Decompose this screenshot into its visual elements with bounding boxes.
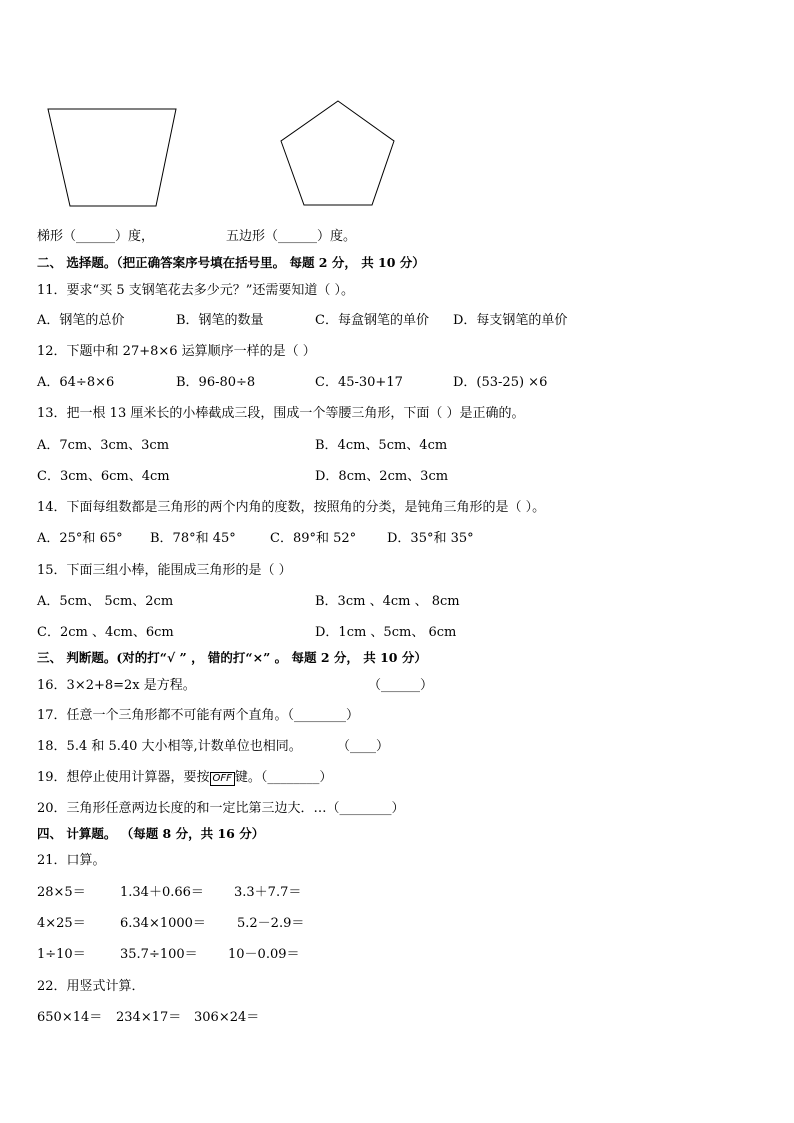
mental-calc-item: 3.3＋7.7＝ [234,885,302,900]
q12-option-a: A．64÷8×6 [37,375,115,390]
question-12: 12．下题中和 27+8×6 运算顺序一样的是（ ） [37,344,316,359]
q13-option-c: C．3cm、6cm、4cm [37,469,170,484]
section-2-heading: 二、 选择题。（把正确答案序号填在括号里。 每题 2 分， 共 10 分） [37,255,425,270]
judgement-19-tail: 键。（________） [234,770,333,785]
q14-option-c: C．89°和 52° [270,531,357,546]
q13-option-d: D．8cm、2cm、3cm [315,469,449,484]
q12-option-d: D．(53-25) ×6 [453,375,548,390]
mental-calc-item: 28×5＝ [37,885,86,900]
judgement-16: 16．3×2+8=2x 是方程。 [37,678,196,693]
judgement-18-blank: （____） [337,739,390,754]
q13-option-b: B．4cm、5cm、4cm [315,438,448,453]
q15-option-d: D．1cm 、5cm、 6cm [315,625,457,640]
judgement-18: 18．5.4 和 5.40 大小相等,计数单位也相同。 [37,739,302,754]
trapezoid-figure [46,106,180,208]
off-key-icon: OFF [210,772,235,786]
question-15: 15．下面三组小棒，能围成三角形的是（ ） [37,563,292,578]
q13-option-a: A．7cm、3cm、3cm [37,438,170,453]
judgement-17: 17．任意一个三角形都不可能有两个直角。（________） [37,708,360,723]
q12-option-c: C．45-30+17 [315,375,403,390]
q14-option-a: A．25°和 65° [37,531,123,546]
mental-calc-item: 1÷10＝ [37,947,86,962]
q12-option-b: B．96-80÷8 [176,375,256,390]
vertical-calc-item: 650×14＝ [37,1010,103,1025]
judgement-19-text: 19．想停止使用计算器，要按 [37,770,210,785]
pentagon-answer-label: 五边形（______）度。 [226,229,357,244]
question-13: 13．把一根 13 厘米长的小棒截成三段，围成一个等腰三角形，下面（ ）是正确的。 [37,406,525,421]
q14-option-d: D．35°和 35° [387,531,474,546]
section-3-heading: 三、 判断题。(对的打“√ ” ， 错的打“×” 。 每题 2 分， 共 10 分） [37,650,427,665]
mental-calc-item: 1.34＋0.66＝ [120,885,204,900]
question-14: 14．下面每组数都是三角形的两个内角的度数，按照角的分类，是钝角三角形的是（ ）。 [37,500,546,515]
q11-option-b: B．钢笔的数量 [176,313,264,328]
pentagon-figure [278,99,398,209]
judgement-16-blank: （______） [368,678,434,693]
trapezoid-answer-label: 梯形（______）度， [37,229,155,244]
mental-calc-item: 6.34×1000＝ [120,916,206,931]
q11-option-c: C．每盒钢笔的单价 [315,313,429,328]
judgement-19 [37,770,332,786]
q15-option-a: A．5cm、 5cm、2cm [37,594,174,609]
mental-calc-item: 10－0.09＝ [228,947,300,962]
q11-option-a: A．钢笔的总价 [37,313,125,328]
mental-calc-item: 35.7÷100＝ [120,947,198,962]
mental-calc-item: 5.2－2.9＝ [237,916,305,931]
q14-option-b: B．78°和 45° [150,531,236,546]
vertical-calc-item: 234×17＝ [116,1010,182,1025]
question-22-title: 22．用竖式计算． [37,979,145,994]
q11-option-d: D．每支钢笔的单价 [453,313,568,328]
question-11: 11．要求“买 5 支钢笔花去多少元？”还需要知道（ ）。 [37,283,355,298]
question-21-title: 21．口算。 [37,853,106,868]
judgement-20: 20．三角形任意两边长度的和一定比第三边大．…（________） [37,801,405,816]
q15-option-b: B．3cm 、4cm 、 8cm [315,594,460,609]
mental-calc-item: 4×25＝ [37,916,86,931]
q15-option-c: C．2cm 、4cm、6cm [37,625,174,640]
section-4-heading: 四、 计算题。 （每题 8 分，共 16 分） [37,826,265,841]
vertical-calc-item: 306×24＝ [194,1010,260,1025]
